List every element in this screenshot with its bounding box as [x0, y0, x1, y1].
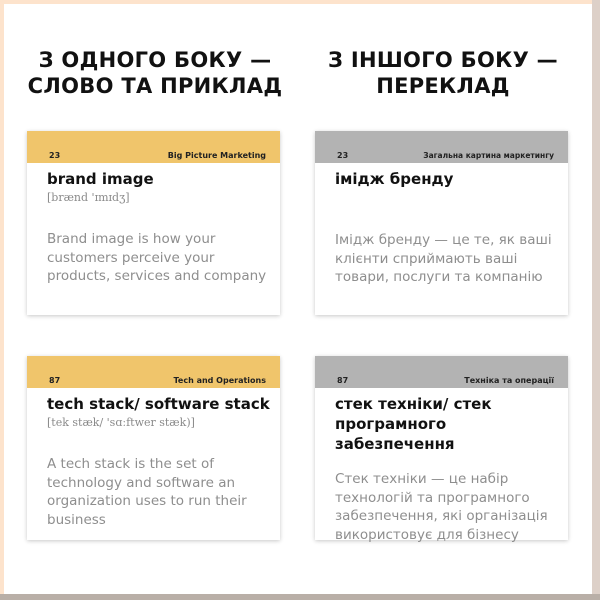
- card-term: brand image: [47, 170, 154, 188]
- card-definition: Brand image is how your customers perceive your products, services and company: [47, 231, 267, 284]
- card-category: Загальна картина маркетингу: [423, 151, 554, 160]
- card-header-band: [27, 131, 280, 163]
- card-number: 23: [49, 151, 61, 160]
- card-header-band: [315, 131, 568, 163]
- frame-edge-bottom: [0, 594, 600, 600]
- flashcard-back-tech-stack: [315, 356, 568, 543]
- card-definition: Імідж бренду — це те, як ваші клієнти сприймають ваші товари, послуги та компанію: [335, 232, 552, 285]
- card-number: 87: [337, 376, 349, 385]
- card-category: Big Picture Marketing: [167, 151, 266, 160]
- card-term: стек техніки/ стек програмного забезпечення: [335, 395, 492, 453]
- card-term: імідж бренду: [335, 170, 454, 188]
- flashcard-front-brand-image: [27, 131, 280, 315]
- card-definition: A tech stack is the set of technology and software an organization uses to run their business: [47, 456, 247, 528]
- card-header-band: [315, 356, 568, 388]
- card-category: Tech and Operations: [173, 376, 266, 385]
- flashcard-back-brand-image: [315, 131, 568, 315]
- card-number: 87: [49, 376, 61, 385]
- heading-back-side: З ІНШОГО БОКУ — ПЕРЕКЛАД: [328, 48, 558, 98]
- card-header-band: [27, 356, 280, 388]
- card-ipa: [brænd 'ɪmɪdʒ]: [47, 191, 130, 204]
- card-number: 23: [337, 151, 349, 160]
- heading-front-side: З ОДНОГО БОКУ — СЛОВО ТА ПРИКЛАД: [27, 48, 283, 98]
- card-definition: Стек техніки — це набір технологій та програмного забезпечення, які організація використовує для бізнесу: [335, 471, 548, 543]
- flashcard-front-tech-stack: [27, 356, 280, 540]
- card-ipa: [tek stæk/ 'sɑːftwer stæk)]: [47, 416, 195, 429]
- frame-edge-right: [592, 0, 600, 600]
- card-term: tech stack/ software stack: [47, 395, 270, 413]
- card-category: Техніка та операції: [464, 376, 554, 385]
